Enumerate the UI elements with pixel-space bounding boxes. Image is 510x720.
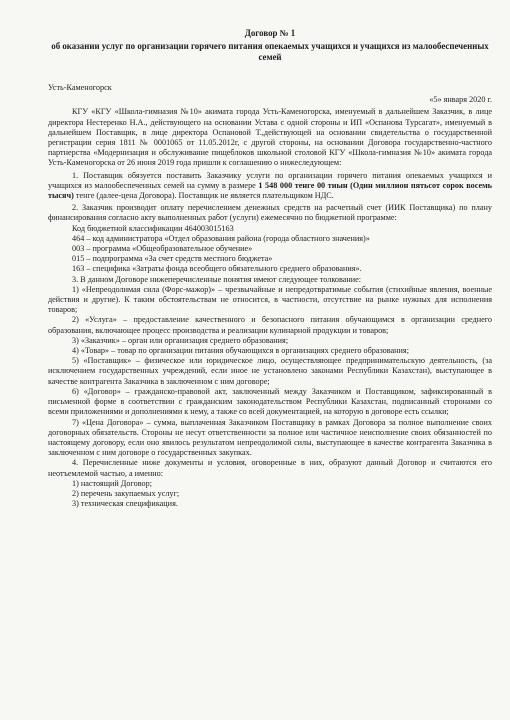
clause-1-amount: 1 548 000 тенге 00 тиын (Один миллион пятьсот сорок восемь тысяч) (48, 180, 492, 201)
definition-item: 5) «Поставщик» – физическое или юридическое лицо, осуществляющее предпринимательскую деятельность, (за исключением государственных учреждений, если иное не установлено законами Республики Казахстан), выступающее в качестве контрагента Заказчика в заключенном с ним договоре; (48, 356, 492, 386)
documents-list (48, 479, 492, 510)
definition-item: 6) «Договор» – гражданско-правовой акт, заключенный между Заказчиком и Поставщиком, зафиксированный в письменной форме в соответствии с гражданским законодательством Республики Казахстан, подписанный сторонами со всеми приложениями и дополнениями к нему, а также со всей документацией, на которую в договоре есть ссылки; (48, 386, 492, 417)
contract-city: Усть-Каменогорск (48, 83, 112, 92)
clause-1-text-b: тенге (далее-цена Договора). Поставщик не является плательщиком НДС. (73, 191, 334, 201)
definition-item: 1) «Непреодолимая сила (Форс-мажор)» – чрезвычайные и непредотвратимые события (стихийные явления, военные действия и другие). К таким обстоятельствам не относится, в частности, отсутствие на рынке нужных для исполнения товаров; (48, 284, 492, 315)
clause-3-paragraph: 3. В данном Договоре нижеперечисленные понятия имеют следующее толкование: (72, 274, 362, 284)
clause-2-paragraph: 2. Заказчик производит оплату перечислением денежных средств на расчетный счет (ИИК Поставщика) по плану финансирования согласно акту выполненных работ (услуги) ежемесячно по бюджетной программе: (48, 203, 492, 223)
budget-code-line: 163 – специфика «Затраты фонда всеобщего обязательного среднего образования». (72, 264, 362, 274)
budget-code-line: 015 – подпрограмма «За счет средств местного бюджета» (72, 254, 273, 264)
definition-item: 2) «Услуга» – предоставление качественного и безопасного питания обучающимся в организации среднего образования, включающее процесс производства и реализации кулинарной продукции и товаров; (48, 315, 492, 335)
definition-item: 7) «Цена Договора» – сумма, выплаченная Заказчиком Поставщику в рамках Договора за полное выполнение своих договорных обязательств. Стороны не несут ответственности за полное или частичное неисполнение своих обязанностей по настоящему договору, если оно явилось результатом непреодолимой силы, выступающее в качестве контрагента Заказчика в заключенном с ним договоре о государственных закупках. (48, 417, 492, 458)
clause-1-text-a: 1. Поставщик обязуется поставить Заказчику услуги по организации горячего питания опекаемых учащихся и учащихся из малообеспеченных семей на сумму в размере (48, 170, 492, 190)
documents-list-item: 2) перечень закупаемых услуг; (72, 488, 180, 498)
contract-subtitle: об оказании услуг по организации горячего питания опекаемых учащихся и учащихся из малообеспеченных семей (51, 41, 489, 62)
budget-codes-list (48, 224, 492, 275)
definition-item: 4) «Товар» – товар по организации питания обучающихся в организациях среднего образования; (72, 346, 409, 356)
clause-1-paragraph (48, 171, 492, 202)
definition-item: 3) «Заказчик» – орган или организация среднего образования; (72, 335, 289, 345)
preamble-paragraph: КГУ «КГУ «Школа-гимназия №10» акимата города Усть-Каменогорска, именуемый в дальнейшем Заказчик, в лице директора Нестеренко Н.А., действующего на основании Устава с одной стороны и ИП «Оспанова Турсагат», именуемый в дальнейшем Поставщик, в лице директора Оспановой Т.,действующей на основании свидетельства о государственной регистрации серия 1811 № 0001065 от 11.05.2012г, с другой стороны, на основании Договора государственно-частного партнерства «Модернизация и обслуживание пищеблоков школьной столовой КГУ «Школа-гимназия №10» акимата города Усть-Каменогорска от 26 июня 2019 года пришли к соглашению о нижеследующем: (48, 107, 492, 168)
budget-code-line: 003 – программа «Общеобразовательное обучение» (72, 244, 253, 254)
contract-date: «5» января 2020 г. (429, 95, 492, 105)
documents-list-item: 1) настоящий Договор; (72, 478, 153, 488)
budget-code-line: Код бюджетной классификации 464003015163 (72, 223, 234, 233)
documents-list-item: 3) техническая спецификация. (72, 499, 178, 509)
clause-4-paragraph: 4. Перечисленные ниже документы и условия, оговоренные в них, образуют данный Договор и считаются его неотъемлемой частью, а именно: (48, 458, 492, 478)
contract-title: Договор № 1 (244, 28, 296, 38)
budget-code-line: 464 – код администратора «Отдел образования района (города областного значения)» (72, 233, 370, 243)
